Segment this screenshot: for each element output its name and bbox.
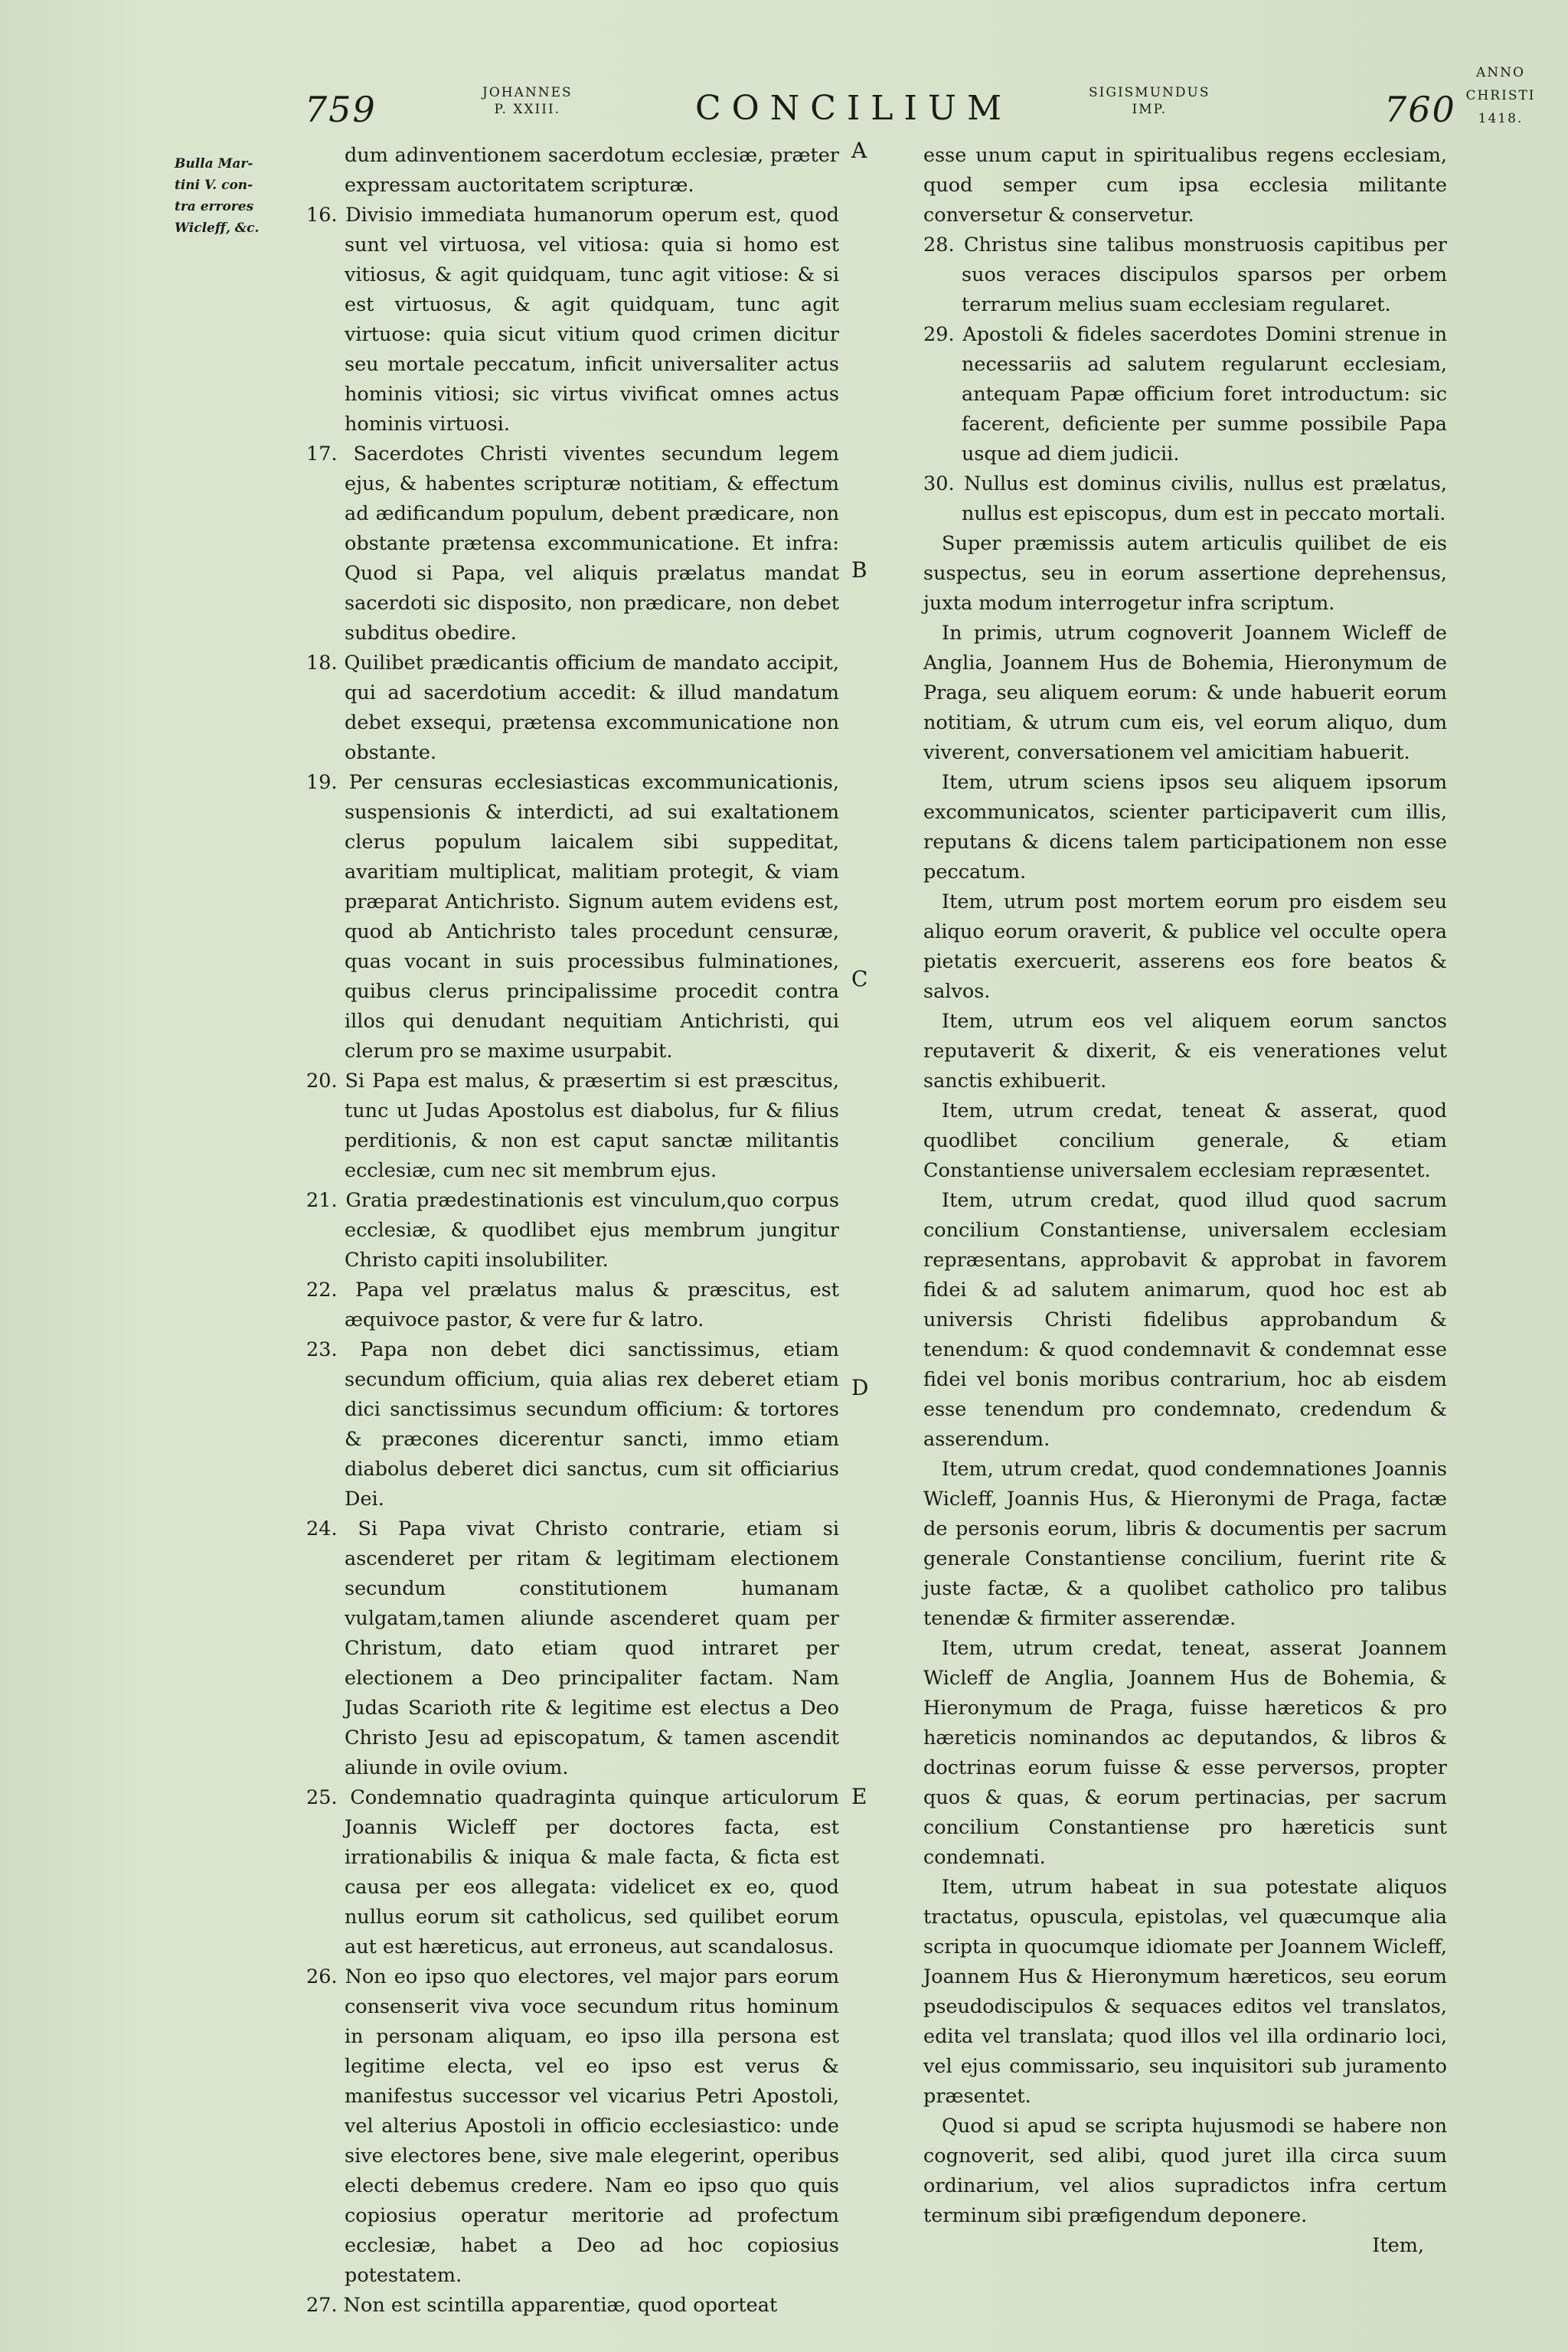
side-note-line2: tini V. con- [175, 178, 253, 193]
article-29: 29. Apostoli & fideles sacerdotes Domini strenue in necessariis ad salutem regularunt ecclesiam, antequam Papæ officium foret introductum: sic facerent, deficiente per summe possibile Papa usque ad diem judicii. [923, 323, 1447, 466]
running-head-right-line2: IMP. [1132, 102, 1168, 117]
interrogation-item: Item, utrum post mortem eorum pro eisdem seu aliquo eorum oraverit, & publice vel occulte opera pietatis exercuerit, asserens eos fore beatos & salvos. [923, 890, 1447, 1003]
article-27: 27. Non est scintilla apparentiæ, quod oporteat [306, 2294, 778, 2317]
side-note-line1: Bulla Mar- [175, 156, 253, 172]
interrogation-item: Quod si apud se scripta hujusmodi se habere non cognoverit, sed alibi, quod juret illa circa suum ordinarium, vel alios supradictos infra certum terminum sibi præfigendum deponere. [923, 2115, 1447, 2227]
side-note-left [175, 153, 312, 239]
article-17: 17. Sacerdotes Christi viventes secundum legem ejus, & habentes scripturæ notitiam, & effectum ad ædificandum populum, debent prædicare, non obstante prætensa excommunicatione. Et infra: Quod si Papa, vel aliquis prælatus mandat sacerdoti sic disposito, non prædicare, non debet subditus obedire. [306, 443, 839, 645]
margin-letter-a: A [851, 138, 867, 163]
year-note-line2: CHRISTI [1465, 88, 1536, 103]
interrogation-item: Item, utrum sciens ipsos seu aliquem ipsorum excommunicatos, scienter participaverit cum illis, reputans & dicens talem participationem non esse peccatum. [923, 771, 1447, 884]
article-21: 21. Gratia prædestinationis est vinculum,quo corpus ecclesiæ, & quodlibet ejus membrum jungitur Christo capiti insolubiliter. [306, 1189, 839, 1272]
interrogation-item: Item, utrum credat, quod condemnationes Joannis Wicleff, Joannis Hus, & Hieronymi de Praga, factæ de personis eorum, libris & documentis per sacrum generale Constantiense concilium, fuerint rite & juste factæ, & a quolibet catholico pro talibus tenendæ & firmiter asserendæ. [923, 1458, 1447, 1630]
running-head-left-line2: P. XXIII. [494, 102, 561, 117]
year-note-line3: 1418. [1478, 111, 1524, 126]
running-head-right [1089, 84, 1210, 118]
interrogation-item: Item, utrum credat, teneat, asserat Joannem Wicleff de Anglia, Joannem Hus de Bohemia, & Hieronymum de Praga, fuisse hæreticos & pro hæreticis nominandos ac deputandos, & libros & doctrinas eorum fuisse & esse perversos, propter quos & quas, & eorum pertinacias, per sacrum concilium Constantiense pro hæreticis sunt condemnati. [923, 1637, 1447, 1869]
article-22: 22. Papa vel prælatus malus & præscitus, est æquivoce pastor, & vere fur & latro. [306, 1279, 839, 1331]
interrogation-item: In primis, utrum cognoverit Joannem Wicleff de Anglia, Joannem Hus de Bohemia, Hieronymum de Praga, seu aliquem eorum: & unde habuerit eorum notitiam, & utrum cum eis, vel eorum aliquo, dum viverent, conversationem vel amicitiam habuerit. [923, 622, 1447, 764]
catchword: Item, [1372, 2234, 1424, 2257]
side-note-line4: Wicleff, &c. [175, 220, 260, 236]
year-note [1455, 61, 1547, 130]
margin-letter-e: E [851, 1784, 867, 1809]
article-16: 16. Divisio immediata humanorum operum est, quod sunt vel virtuosa, vel vitiosa: quia si homo est vitiosus, & agit quidquam, tunc agit vitiose: & si est virtuosus, & agit quidquam, tunc agit virtuose: quia sicut vitium quod crimen dicitur seu mortale peccatum, inficit universaliter actus hominis vitiosi; sic virtus vivificat omnes actus hominis virtuosi. [306, 204, 839, 436]
interrogation-intro: Super præmissis autem articulis quilibet de eis suspectus, seu in eorum assertione deprehensus, juxta modum interrogetur infra scriptum. [923, 532, 1447, 615]
interrogation-item: Item, utrum habeat in sua potestate aliquos tractatus, opuscula, epistolas, vel quæcumque alia scripta in quocumque idiomate per Joannem Wicleff, Joannem Hus & Hieronymum hæreticos, seu eorum pseudodiscipulos & sequaces editos vel translatos, edita vel translata; quod illos vel illa ordinario loci, vel ejus commissario, seu inquisitori sub juramento præsentet. [923, 1876, 1447, 2108]
side-note-line3: tra errores [175, 199, 254, 214]
article-19: 19. Per censuras ecclesiasticas excommunicationis, suspensionis & interdicti, ad sui exaltationem clerus populum laicalem sibi suppeditat, avaritiam multiplicat, malitiam protegit, & viam præparat Antichristo. Signum autem evidens est, quod ab Antichristo tales procedunt censuræ, quas vocant in suis processibus fulminationes, quibus clerus principalissime procedit contra illos qui denudant nequitiam Antichristi, qui clerum pro se maxime usurpabit. [306, 771, 839, 1063]
right-paragraph: esse unum caput in spiritualibus regens ecclesiam, quod semper cum ipsa ecclesia militante conversetur & conservetur. [923, 144, 1447, 227]
margin-letter-d: D [851, 1375, 869, 1400]
article-18: 18. Quilibet prædicantis officium de mandato accipit, qui ad sacerdotium accedit: & illud mandatum debet exsequi, prætensa excommunicatione non obstante. [306, 652, 839, 764]
interrogation-item: Item, utrum credat, teneat & asserat, quod quodlibet concilium generale, & etiam Constantiense universalem ecclesiam repræsentet. [923, 1099, 1447, 1182]
page-number-right: 760 [1384, 89, 1456, 130]
article-25: 25. Condemnatio quadraginta quinque articulorum Joannis Wicleff per doctores facta, est irrationabilis & iniqua & male facta, & ficta est causa per eos allegata: videlicet ex eo, quod nullus eorum sit catholicus, sed quilibet eorum aut est hæreticus, aut erroneus, aut scandalosus. [306, 1786, 839, 1958]
right-text-column [923, 141, 1447, 2261]
running-head-title: CONCILIUM [695, 89, 1013, 128]
running-head-left [482, 84, 573, 118]
article-23: 23. Papa non debet dici sanctissimus, etiam secundum officium, quia alias rex deberet etiam dici sanctissimus secundum officium: & tortores & præcones dicerentur sancti, immo etiam diabolus deberet dici sanctus, cum sit officiarius Dei. [306, 1338, 839, 1511]
running-head-right-line1: SIGISMUNDUS [1089, 85, 1210, 100]
page-number-left: 759 [305, 89, 377, 130]
left-paragraph: dum adinventionem sacerdotum ecclesiæ, præter expressam auctoritatem scripturæ. [345, 144, 839, 197]
margin-letter-b: B [851, 557, 867, 583]
interrogation-item: Item, utrum eos vel aliquem eorum sanctos reputaverit & dixerit, & eis venerationes velut sanctis exhibuerit. [923, 1010, 1447, 1093]
running-head-left-line1: JOHANNES [482, 85, 573, 100]
page-header [0, 84, 1568, 145]
interrogation-item: Item, utrum credat, quod illud quod sacrum concilium Constantiense, universalem ecclesiam repræsentans, approbavit & approbat in favorem fidei & ad salutem animarum, quod hoc est ab universis Christi fidelibus approbandum & tenendum: & quod condemnavit & condemnat esse fidei vel bonis moribus contrarium, hoc ab eisdem esse tenendum pro condemnato, credendum & asserendum. [923, 1189, 1447, 1451]
article-26: 26. Non eo ipso quo electores, vel major pars eorum consenserit viva voce secundum ritus hominum in personam aliquam, eo ipso illa persona est legitime electa, vel eo ipso est verus & manifestus successor vel vicarius Petri Apostoli, vel alterius Apostoli in officio ecclesiastico: unde sive electores bene, sive male elegerint, operibus electi debemus credere. Nam eo ipso quo quis copiosius operatur meritorie ad profectum ecclesiæ, habet a Deo ad hoc copiosius potestatem. [306, 1965, 839, 2287]
year-note-line1: ANNO [1476, 65, 1525, 80]
article-28: 28. Christus sine talibus monstruosis capitibus per suos veraces discipulos sparsos per orbem terrarum melius suam ecclesiam regularet. [923, 234, 1447, 316]
article-24: 24. Si Papa vivat Christo contrarie, etiam si ascenderet per ritam & legitimam electionem secundum constitutionem humanam vulgatam,tamen aliunde ascenderet quam per Christum, dato etiam quod intraret per electionem a Deo principaliter factam. Nam Judas Scarioth rite & legitime est electus a Deo Christo Jesu ad episcopatum, & tamen ascendit aliunde in ovile ovium. [306, 1517, 839, 1779]
article-30: 30. Nullus est dominus civilis, nullus est prælatus, nullus est episcopus, dum est in peccato mortali. [923, 472, 1447, 525]
article-20: 20. Si Papa est malus, & præsertim si est præscitus, tunc ut Judas Apostolus est diabolus, fur & filius perditionis, & non est caput sanctæ militantis ecclesiæ, cum nec sit membrum ejus. [306, 1070, 839, 1182]
left-text-column [306, 141, 839, 2321]
margin-letter-c: C [851, 966, 868, 991]
